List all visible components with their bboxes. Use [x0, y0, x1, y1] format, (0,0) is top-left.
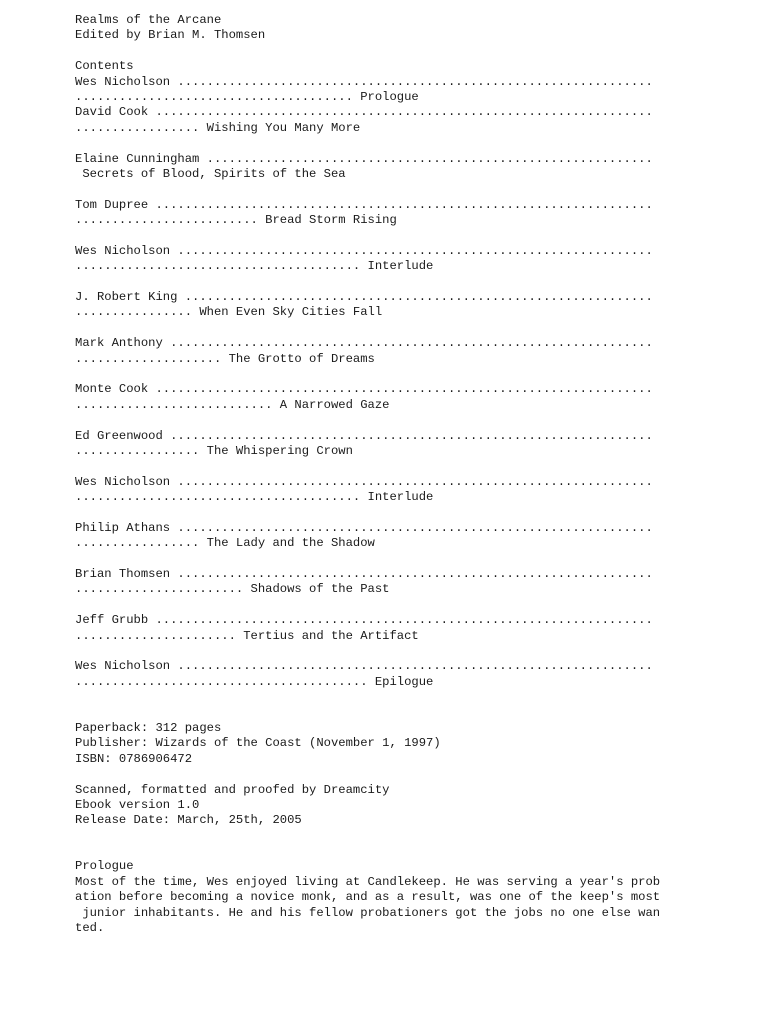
- spacer: [75, 690, 735, 705]
- spacer: [75, 767, 735, 782]
- spacer: [75, 182, 735, 197]
- toc-entry-author: Wes Nicholson .................................................................: [75, 243, 653, 258]
- toc-entry-author: Elaine Cunningham .............................................................: [75, 151, 653, 166]
- toc-entry-title: ................. Wishing You Many More: [75, 120, 361, 135]
- toc-entry-title: Secrets of Blood, Spirits of the Sea: [75, 166, 346, 181]
- toc-entry-author: Jeff Grubb ....................................................................: [75, 613, 653, 628]
- toc-entry: [75, 290, 735, 321]
- toc-entry-author: David Cook ....................................................................: [75, 105, 653, 120]
- toc-entry-author: Monte Cook ....................................................................: [75, 382, 653, 397]
- toc-entry-author: Tom Dupree ....................................................................: [75, 197, 653, 212]
- prologue-heading: Prologue: [75, 859, 134, 874]
- spacer: [75, 459, 735, 474]
- toc-entry-title: ....................... Shadows of the Past: [75, 582, 390, 597]
- toc-entry-title: ................ When Even Sky Cities Fall: [75, 305, 383, 320]
- toc-entry: [75, 198, 735, 229]
- spacer: [75, 552, 735, 567]
- prologue-line: ation before becoming a novice monk, and as a result, was one of the keep's most: [75, 890, 661, 905]
- spacer: [75, 829, 735, 844]
- toc-entry-title: ........................... A Narrowed Gaze: [75, 397, 390, 412]
- isbn: ISBN: 0786906472: [75, 751, 193, 766]
- toc-entry: [75, 429, 735, 460]
- document-page: [75, 13, 735, 936]
- spacer: [75, 413, 735, 428]
- toc-entry-author: Ed Greenwood ..................................................................: [75, 428, 653, 443]
- prologue-line: junior inhabitants. He and his fellow probationers got the jobs no one else wan: [75, 905, 661, 920]
- toc-entry: [75, 244, 735, 275]
- toc-entry-author: Mark Anthony ..................................................................: [75, 336, 653, 351]
- toc-entry-title: ........................................ Epilogue: [75, 674, 434, 689]
- contents-heading: Contents: [75, 59, 134, 74]
- spacer: [75, 598, 735, 613]
- publisher: Publisher: Wizards of the Coast (November 1, 1997): [75, 736, 441, 751]
- toc-entry: [75, 567, 735, 598]
- toc-entry-author: Wes Nicholson .................................................................: [75, 74, 653, 89]
- toc-entry-title: ...................... Tertius and the Artifact: [75, 628, 419, 643]
- toc-entry: [75, 152, 735, 183]
- table-of-contents: [75, 75, 735, 691]
- prologue-body: [75, 875, 735, 937]
- toc-entry-author: J. Robert King ................................................................: [75, 290, 653, 305]
- scan-credits: Scanned, formatted and proofed by Dreamcity: [75, 782, 390, 797]
- toc-entry: [75, 105, 735, 136]
- toc-entry-author: Brian Thomsen .................................................................: [75, 567, 653, 582]
- toc-entry-author: Wes Nicholson .................................................................: [75, 659, 653, 674]
- toc-entry-title: ................. The Lady and the Shadow: [75, 536, 375, 551]
- spacer: [75, 844, 735, 859]
- spacer: [75, 228, 735, 243]
- page-count: Paperback: 312 pages: [75, 720, 222, 735]
- toc-entry-title: .................... The Grotto of Dreams: [75, 351, 375, 366]
- spacer: [75, 321, 735, 336]
- spacer: [75, 136, 735, 151]
- spacer: [75, 644, 735, 659]
- toc-entry-author: Wes Nicholson .................................................................: [75, 474, 653, 489]
- toc-entry-title: ....................................... Interlude: [75, 259, 434, 274]
- spacer: [75, 275, 735, 290]
- book-title: Realms of the Arcane: [75, 13, 222, 27]
- toc-entry: [75, 521, 735, 552]
- spacer: [75, 367, 735, 382]
- toc-entry: [75, 336, 735, 367]
- spacer: [75, 706, 735, 721]
- toc-entry-title: ................. The Whispering Crown: [75, 443, 353, 458]
- toc-entry: [75, 75, 735, 106]
- toc-entry: [75, 382, 735, 413]
- toc-entry: [75, 613, 735, 644]
- book-editor: Edited by Brian M. Thomsen: [75, 28, 266, 43]
- release-date: Release Date: March, 25th, 2005: [75, 813, 302, 828]
- toc-entry-title: ......................... Bread Storm Rising: [75, 213, 397, 228]
- toc-entry: [75, 659, 735, 690]
- toc-entry: [75, 475, 735, 506]
- toc-entry-author: Philip Athans .................................................................: [75, 520, 653, 535]
- toc-entry-title: ...................................... Prologue: [75, 89, 419, 104]
- spacer: [75, 44, 735, 59]
- ebook-version: Ebook version 1.0: [75, 797, 200, 812]
- spacer: [75, 506, 735, 521]
- prologue-line: Most of the time, Wes enjoyed living at Candlekeep. He was serving a year's prob: [75, 874, 661, 889]
- prologue-line: ted.: [75, 921, 105, 936]
- toc-entry-title: ....................................... Interlude: [75, 490, 434, 505]
